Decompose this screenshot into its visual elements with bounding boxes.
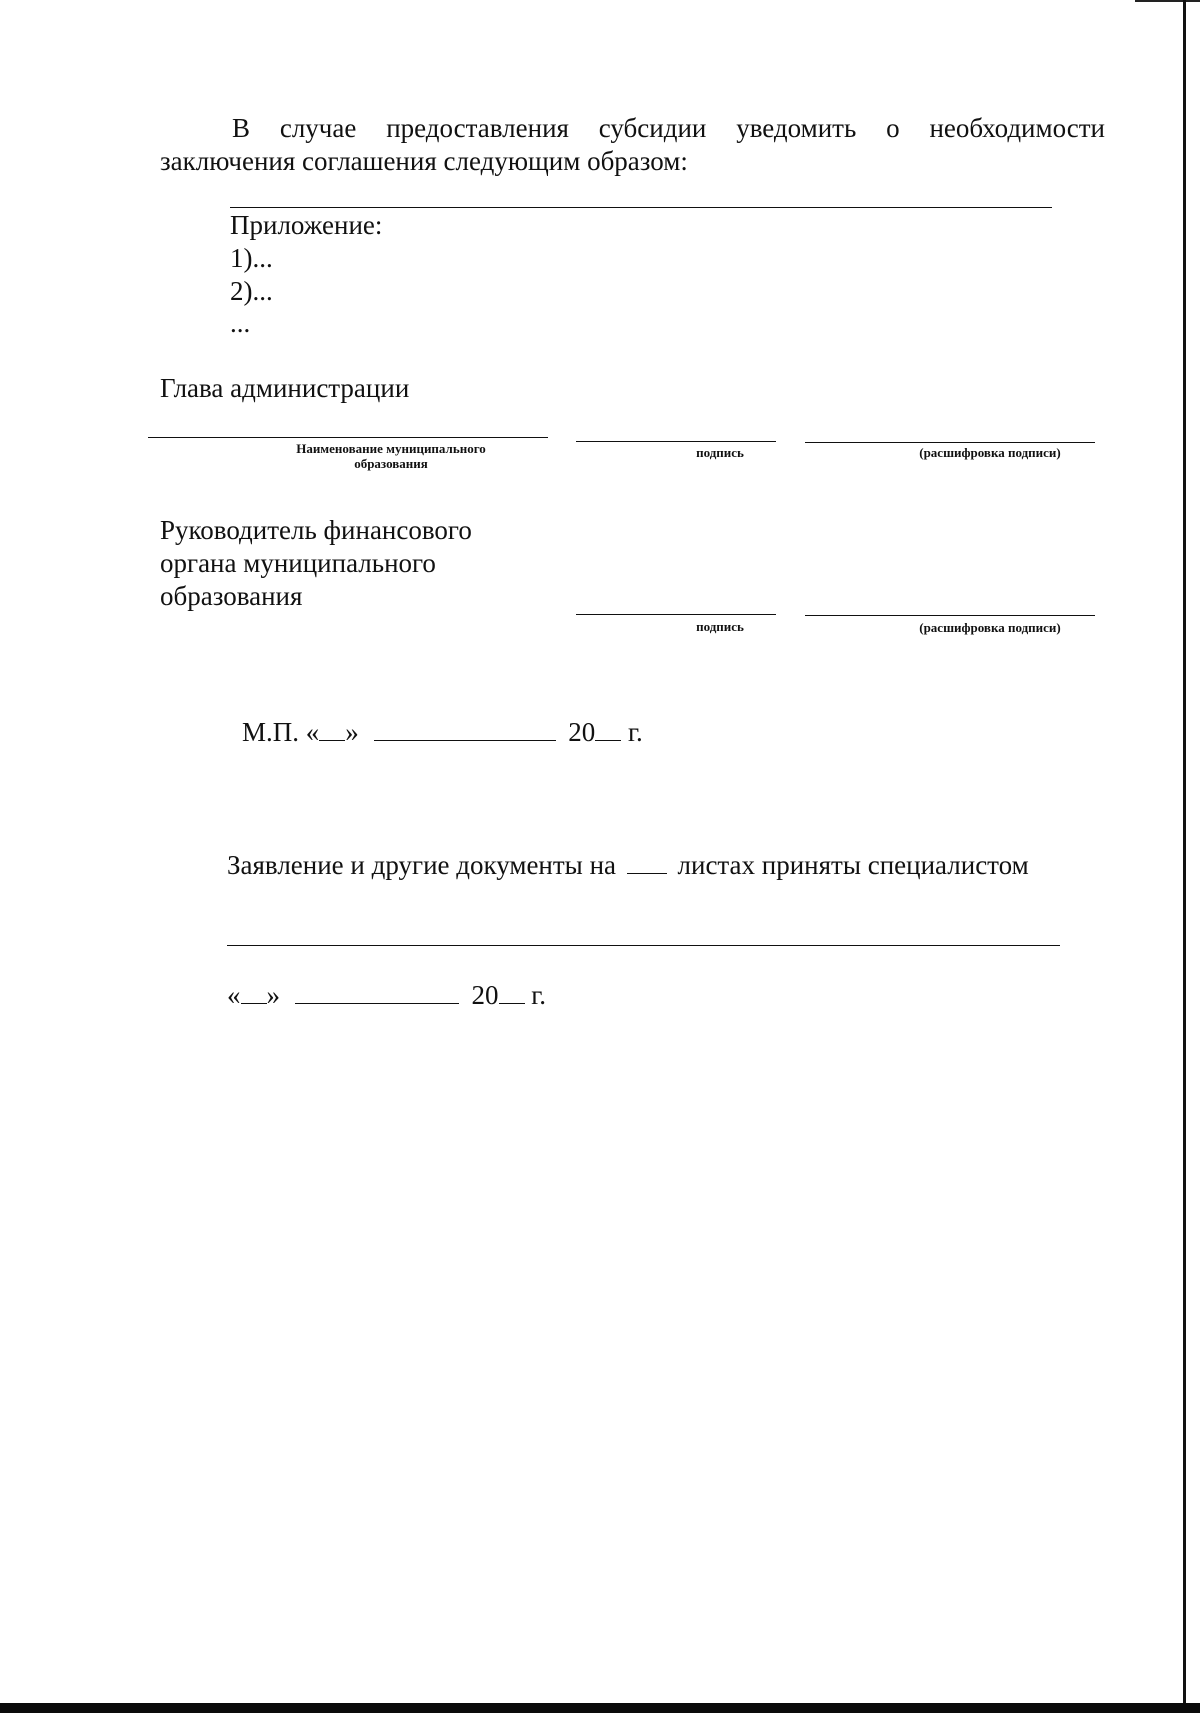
seal-close-quote: » [345, 717, 359, 747]
acceptance-month-blank [295, 979, 459, 1004]
caption-head-signature: подпись [696, 445, 744, 460]
acceptance-date-line [227, 979, 546, 1012]
finance-signature-line [576, 614, 776, 615]
acceptance-specialist-line [227, 945, 1060, 946]
scan-edge-bottom [0, 1703, 1200, 1713]
finance-head-title-line-3: образования [160, 581, 303, 611]
finance-decoding-line [805, 615, 1095, 616]
caption-municipality-line-2: образования [354, 456, 428, 471]
seal-date-line [242, 716, 643, 749]
attachment-item-2: 2)... [230, 276, 273, 306]
seal-day-blank [319, 716, 345, 741]
acceptance-day-blank [241, 979, 267, 1004]
acceptance-text-after: листах приняты специалистом [677, 850, 1029, 880]
acceptance-year-prefix: 20 [471, 980, 499, 1010]
caption-head-decoding: (расшифровка подписи) [919, 445, 1061, 460]
acceptance-open-quote: « [227, 980, 241, 1010]
caption-finance-signature: подпись [696, 619, 744, 634]
notice-line-2: заключения соглашения следующим образом: [160, 146, 688, 176]
seal-year-suffix: г. [621, 717, 643, 747]
scan-edge-right [1183, 0, 1186, 1713]
seal-year-prefix: 20 [568, 717, 596, 747]
attachments-heading: Приложение: [230, 210, 383, 240]
caption-municipality-line-1: Наименование муниципального [296, 441, 486, 456]
attachment-item-more: ... [230, 308, 251, 338]
notice-line-1: В случае предоставления субсидии уведомить о необходимости [232, 113, 1105, 143]
finance-head-title-line-1: Руководитель финансового [160, 515, 472, 545]
head-of-administration-title: Глава администрации [160, 373, 410, 403]
municipality-name-line [148, 437, 548, 438]
caption-municipality-name [250, 441, 532, 471]
attachment-item-1: 1)... [230, 243, 273, 273]
notice-method-line [230, 207, 1052, 208]
acceptance-sheets-blank [627, 849, 667, 874]
acceptance-year-blank [499, 979, 525, 1004]
seal-month-blank [374, 716, 556, 741]
acceptance-close-quote: » [266, 980, 280, 1010]
acceptance-year-suffix: г. [524, 980, 547, 1010]
acceptance-line [227, 849, 1029, 882]
scan-edge-top [1135, 0, 1200, 2]
seal-prefix: М.П. « [242, 717, 320, 747]
seal-year-blank [595, 716, 621, 741]
finance-head-title-line-2: органа муниципального [160, 548, 436, 578]
acceptance-text-before: Заявление и другие документы на [227, 850, 617, 880]
head-signature-line [576, 441, 776, 442]
caption-finance-decoding: (расшифровка подписи) [919, 620, 1061, 635]
head-decoding-line [805, 442, 1095, 443]
